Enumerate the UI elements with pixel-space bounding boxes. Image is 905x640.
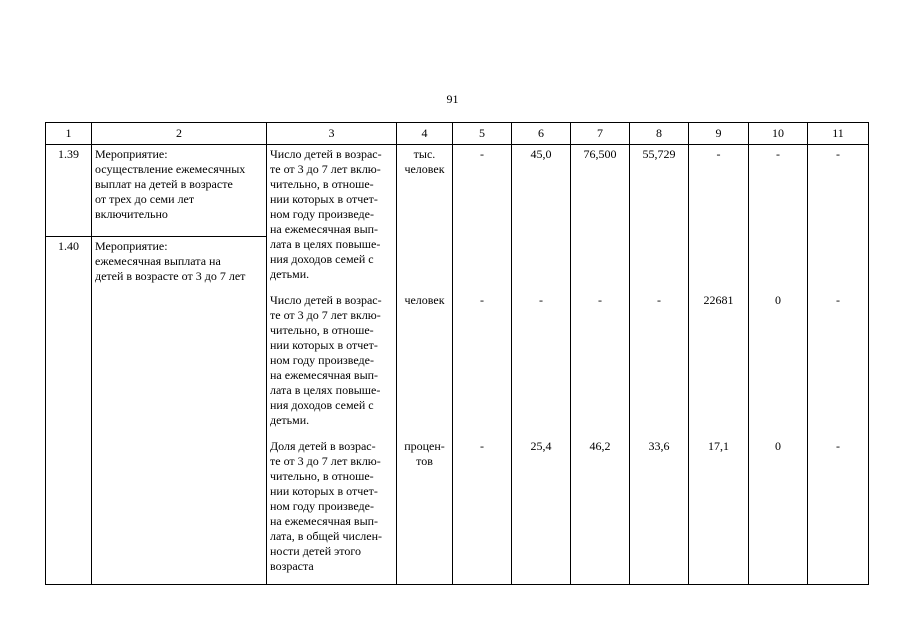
value-cell: -	[480, 147, 484, 161]
indicator-line: нии которых в отчет-	[270, 192, 378, 206]
indicator-line: ном году произведе-	[270, 499, 374, 513]
column-header: 1	[46, 123, 92, 145]
value-cell: -	[657, 293, 661, 307]
value-cell: 55,729	[642, 147, 676, 161]
value-cell: -	[480, 293, 484, 307]
value-cell: 0	[775, 293, 781, 307]
value-column-7	[571, 145, 630, 585]
value-cell: -	[836, 147, 840, 161]
value-cell: 22681	[703, 293, 734, 307]
value-cell: -	[480, 439, 484, 453]
value-cell: 25,4	[530, 439, 552, 453]
value-column-10	[749, 145, 808, 585]
table-header-row	[46, 123, 869, 145]
value-cell: 76,500	[583, 147, 617, 161]
column-header: 2	[92, 123, 267, 145]
indicator-line: ности детей этого	[270, 544, 361, 558]
measure-line: ежемесячная выплата на	[95, 254, 221, 269]
indicator-line: ном году произведе-	[270, 207, 374, 221]
value-column-11	[808, 145, 869, 585]
indicator-line: возраста	[270, 559, 314, 573]
measure-line: Мероприятие:	[95, 239, 168, 254]
indicator-block	[267, 147, 396, 293]
value-cell: -	[539, 293, 543, 307]
indicator-line: детьми.	[270, 267, 310, 281]
column-header: 8	[630, 123, 689, 145]
measure-line: включительно	[95, 207, 168, 221]
row-number: 1.40	[46, 237, 92, 585]
measure-name	[92, 145, 267, 237]
measure-line: Мероприятие:	[95, 147, 168, 161]
indicator-line: на ежемесячная вып-	[270, 368, 379, 382]
value-cell: -	[836, 293, 840, 307]
unit-line: тыс.	[413, 147, 436, 161]
measure-line: выплат на детей в возрасте	[95, 177, 233, 191]
indicator-line: те от 3 до 7 лет вклю-	[270, 454, 381, 468]
value-column-9	[689, 145, 749, 585]
value-cell: 0	[775, 439, 781, 453]
column-header: 10	[749, 123, 808, 145]
row-number: 1.39	[46, 145, 92, 237]
indicator-line: Доля детей в возрас-	[270, 439, 376, 453]
measure-line: осуществление ежемесячных	[95, 162, 246, 176]
column-header: 7	[571, 123, 630, 145]
value-cell: 17,1	[708, 439, 729, 453]
indicator-description	[267, 145, 397, 585]
unit-line: процен-	[404, 439, 445, 453]
page-number: 91	[446, 92, 459, 106]
indicator-line: те от 3 до 7 лет вклю-	[270, 308, 381, 322]
indicator-line: Число детей в возрас-	[270, 147, 382, 161]
indicator-line: те от 3 до 7 лет вклю-	[270, 162, 381, 176]
table-row	[46, 145, 869, 237]
indicator-block	[267, 293, 396, 439]
measure-line: от трех до семи лет	[95, 192, 195, 206]
indicators-table	[45, 122, 869, 585]
column-header: 4	[397, 123, 453, 145]
unit-line: человек	[404, 293, 445, 307]
indicator-line: нии которых в отчет-	[270, 338, 378, 352]
indicator-line: чительно, в отноше-	[270, 177, 374, 191]
indicator-line: ния доходов семей с	[270, 252, 374, 266]
indicator-line: на ежемесячная вып-	[270, 514, 379, 528]
value-column-8	[630, 145, 689, 585]
value-cell: -	[776, 147, 780, 161]
value-cell: -	[598, 293, 602, 307]
column-header: 6	[512, 123, 571, 145]
unit-line: тов	[416, 454, 433, 468]
indicator-line: чительно, в отноше-	[270, 323, 374, 337]
column-header: 11	[808, 123, 869, 145]
column-header: 3	[267, 123, 397, 145]
indicator-line: на ежемесячная вып-	[270, 222, 379, 236]
measure-name	[92, 237, 267, 585]
value-column-6	[512, 145, 571, 585]
column-header: 5	[453, 123, 512, 145]
indicator-line: Число детей в возрас-	[270, 293, 382, 307]
value-column-5	[453, 145, 512, 585]
value-cell: -	[836, 439, 840, 453]
value-cell: 33,6	[648, 439, 670, 453]
indicator-line: детьми.	[270, 413, 310, 427]
indicator-line: лата, в общей числен-	[270, 529, 382, 543]
value-cell: -	[716, 147, 721, 161]
indicator-line: нии которых в отчет-	[270, 484, 378, 498]
indicator-line: лата в целях повыше-	[270, 383, 381, 397]
value-cell: 46,2	[589, 439, 611, 453]
indicator-line: чительно, в отноше-	[270, 469, 374, 483]
measure-line: детей в возрасте от 3 до 7 лет	[95, 269, 246, 284]
unit-cell	[397, 147, 452, 293]
unit-cell	[397, 439, 452, 582]
indicator-line: ния доходов семей с	[270, 398, 374, 412]
value-cell: 45,0	[530, 147, 552, 161]
unit-column	[397, 145, 453, 585]
indicator-line: ном году произведе-	[270, 353, 374, 367]
indicator-line: лата в целях повыше-	[270, 237, 381, 251]
unit-cell	[397, 293, 452, 439]
unit-line: человек	[404, 162, 445, 176]
column-header: 9	[689, 123, 749, 145]
indicator-block	[267, 439, 396, 582]
